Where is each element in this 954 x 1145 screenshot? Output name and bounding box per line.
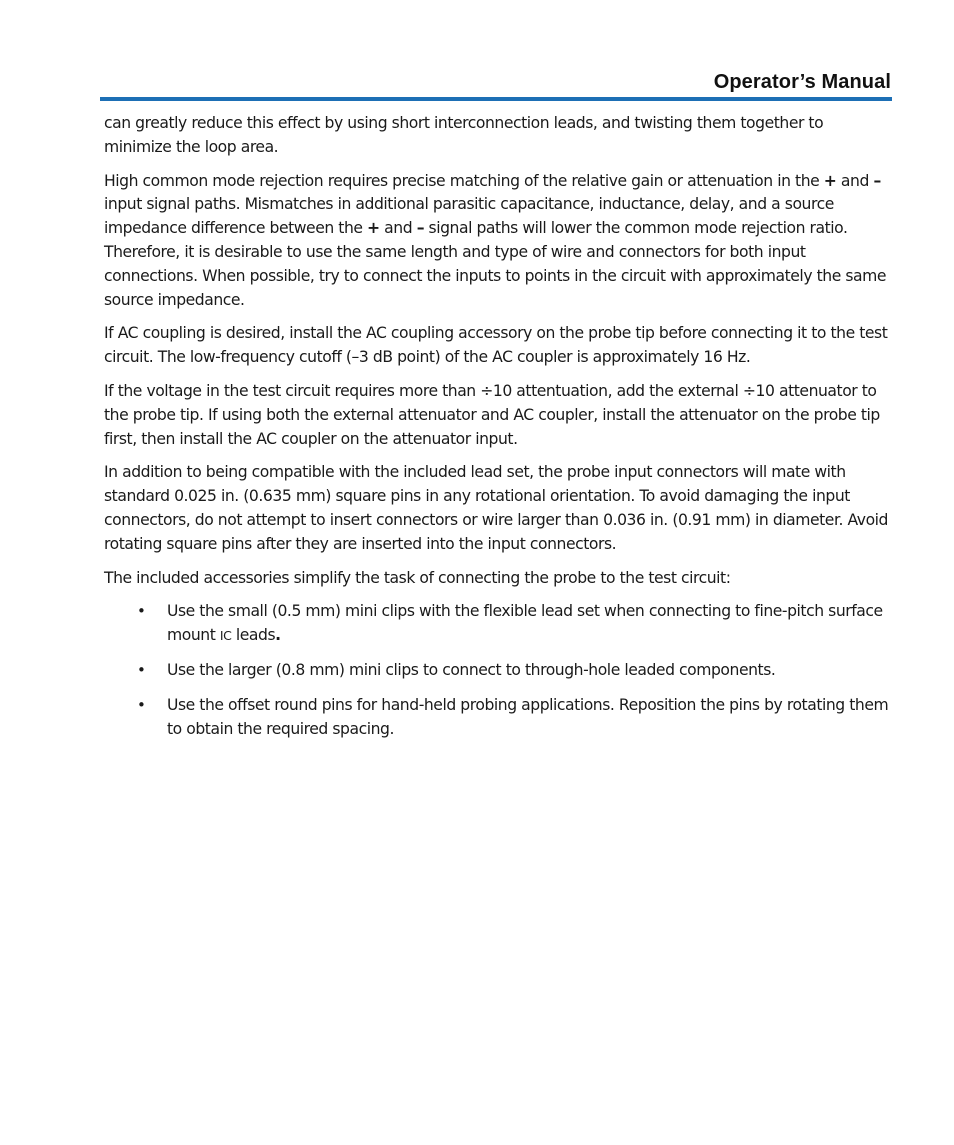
- header-divider: [100, 97, 892, 101]
- list-item-text: leads: [231, 626, 276, 645]
- text-segment: signal paths will lower the common mode rejection ratio. Therefore, it is desirable to use the same length and type of wire and connectors for both input connections. When possible, try to connect the inputs to points in the circuit with approximately the same source impedance.: [104, 219, 887, 309]
- plus-symbol: +: [367, 219, 380, 238]
- list-item: [104, 659, 894, 683]
- paragraph-input-connectors: In addition to being compatible with the included lead set, the probe input connectors will mate with standard 0.025 in. (0.635 mm) square pins in any rotational orientation. To avoid damaging the input connectors, do not attempt to insert connectors or wire larger than 0.036 in. (0.91 mm) in diameter. Avoid rotating square pins after they are inserted into the input connectors.: [104, 463, 888, 553]
- list-item: [104, 694, 894, 742]
- page-header-title: Operator’s Manual: [713, 71, 891, 93]
- text-segment: and: [379, 219, 417, 238]
- list-item-text: Use the larger (0.8 mm) mini clips to connect to through-hole leaded components.: [167, 660, 776, 679]
- bullet-icon: •: [137, 695, 146, 714]
- accessories-list: [104, 600, 894, 741]
- paragraph-loop-area: can greatly reduce this effect by using short interconnection leads, and twisting them together to minimize the loop area.: [104, 114, 824, 156]
- paragraph-attenuator: If the voltage in the test circuit requires more than ÷10 attentuation, add the external ÷10 attenuator to the probe tip. If using both the external attenuator and AC coupler, install the attenuator on the probe tip first, then install the AC coupler on the attenuator input.: [104, 381, 880, 448]
- list-item-text: IC: [219, 628, 232, 644]
- bullet-icon: •: [137, 602, 146, 621]
- list-item: [104, 600, 894, 648]
- paragraph-ac-coupling: If AC coupling is desired, install the AC coupling accessory on the probe tip before connecting it to the test circuit. The low-frequency cutoff (–3 dB point) of the AC coupler is approximately 16 Hz.: [104, 324, 888, 367]
- paragraph-common-mode: [104, 170, 894, 313]
- minus-symbol: –: [416, 219, 425, 238]
- text-segment: input signal paths. Mismatches in additional parasitic capacitance, inductance, delay, and a source impedance difference between the: [104, 195, 834, 238]
- text-segment: High common mode rejection requires precise matching of the relative gain or attenuation in the: [104, 171, 824, 190]
- plus-symbol: +: [823, 171, 837, 190]
- text-segment: and: [836, 171, 874, 190]
- list-item-text: .: [275, 626, 281, 645]
- list-item-text: Use the small (0.5 mm) mini clips with the flexible lead set when connecting to fine-pitch surface mount: [167, 602, 883, 645]
- minus-symbol: –: [873, 171, 881, 190]
- bullet-icon: •: [137, 660, 146, 679]
- document-body: [104, 112, 894, 752]
- paragraph-accessories-intro: The included accessories simplify the task of connecting the probe to the test circuit:: [104, 568, 731, 587]
- list-item-text: Use the offset round pins for hand-held probing applications. Reposition the pins by rotating them to obtain the required spacing.: [167, 695, 889, 738]
